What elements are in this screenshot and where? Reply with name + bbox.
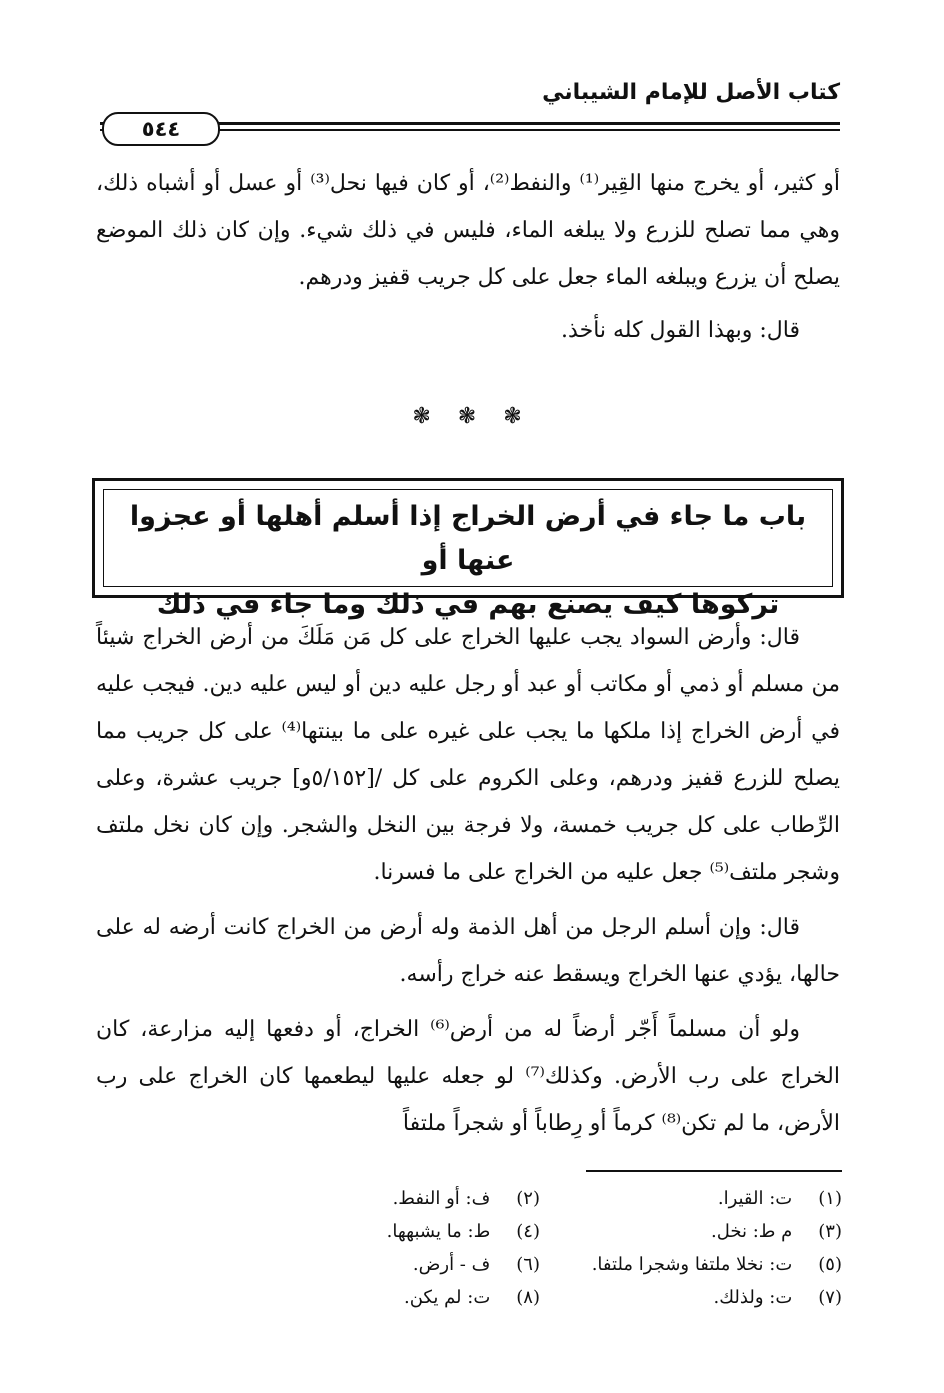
paragraph: قال: وبهذا القول كله نأخذ. — [561, 318, 800, 343]
footnote-text: ف - أرض. — [412, 1254, 491, 1275]
running-header-title: كتاب الأصل للإمام الشيباني — [542, 80, 840, 105]
footnote-number: (٢) — [516, 1188, 540, 1209]
footnote-text: ف: أو النفط. — [392, 1188, 491, 1209]
footnote-number: (٧) — [818, 1287, 842, 1308]
paragraph: قال: وإن أسلم الرجل من أهل الذمة وله أرض من الخراج كانت أرضه له على حالها، يؤدي عنها الخراج ويسقط عنه خراج رأسه. — [96, 915, 840, 987]
footnote-rule — [586, 1170, 842, 1172]
footnote-text: ت: لم يكن. — [403, 1287, 491, 1308]
footnote — [540, 1250, 842, 1280]
paragraph: قال: وأرض السواد يجب عليها الخراج على كل مَن مَلَكَ من أرض الخراج شيئاً من مسلم أو ذمي أو مكاتب أو عبد أو رجل عليه دين أو ليس عليه دين. فيجب عليه في أرض الخراج إذا ملكها ما يجب على غيره على ما بينتها⁽⁴⁾ على كل جريب مما يصلح للزرع قفيز ودرهم، وعلى الكروم على كل /[٥/١٥٢و] جريب عشرة، وعلى الرِّطاب على كل جريب خمسة، ولا فرجة بين النخل والشجر. وإن كان نخل ملتف وشجر ملتف⁽⁵⁾ جعل عليه من الخراج على ما فسرنا. — [96, 625, 840, 885]
footnote-number: (٨) — [516, 1287, 540, 1308]
footnote-number: (١) — [818, 1188, 842, 1209]
footnote-number: (٥) — [818, 1254, 842, 1275]
chapter-heading-line-2: تركوها كيف يصنع بهم في ذلك وما جاء في ذلك — [156, 589, 780, 620]
footnote-text: ت: نخلا ملتفا وشجرا ملتفا. — [591, 1254, 793, 1275]
footnote-number: (٦) — [516, 1254, 540, 1275]
body-text-top — [96, 160, 840, 354]
body-text-bottom — [96, 614, 840, 1147]
footnote — [540, 1283, 842, 1313]
chapter-heading-frame — [92, 478, 844, 620]
chapter-heading — [115, 495, 821, 627]
footnote — [540, 1184, 842, 1214]
section-separator: ❃ ❃ ❃ — [412, 404, 532, 429]
footnote-text: ت: ولذلك. — [713, 1287, 793, 1308]
footnote — [540, 1217, 842, 1247]
footnote-number: (٤) — [516, 1221, 540, 1242]
footnote — [270, 1283, 540, 1313]
footnote-text: ت: القيرا. — [717, 1188, 793, 1209]
page-number-badge — [102, 112, 220, 146]
chapter-heading-line-1: باب ما جاء في أرض الخراج إذا أسلم أهلها أو عجزوا عنها أو — [129, 501, 807, 576]
footnote — [270, 1184, 540, 1214]
footnotes — [270, 1184, 842, 1313]
paragraph: أو كثير، أو يخرج منها القِير⁽¹⁾ والنفط⁽²⁾، أو كان فيها نحل⁽³⁾ أو عسل أو أشباه ذلك، وهي مما تصلح للزرع ولا يبلغه الماء، فليس في ذلك شيء. وإن كان ذلك الموضع يصلح أن يزرع ويبلغه الماء جعل على كل جريب قفيز ودرهم. — [96, 171, 841, 290]
footnote — [270, 1217, 540, 1247]
footnote-text: ط: ما يشبهها. — [386, 1221, 491, 1242]
page-number: ٥٤٤ — [141, 117, 181, 141]
footnote-number: (٣) — [818, 1221, 842, 1242]
paragraph: ولو أن مسلماً أَجّر أرضاً له من أرض⁽⁶⁾ الخراج، أو دفعها إليه مزارعة، كان الخراج على رب الأرض. وكذلك⁽⁷⁾ لو جعله عليها ليطعمها كان الخراج على رب الأرض، ما لم تكن⁽⁸⁾ كرماً أو رِطاباً أو شجراً ملتفاً — [96, 1017, 840, 1136]
footnote-text: م ط: نخل. — [710, 1221, 793, 1242]
footnote — [270, 1250, 540, 1280]
